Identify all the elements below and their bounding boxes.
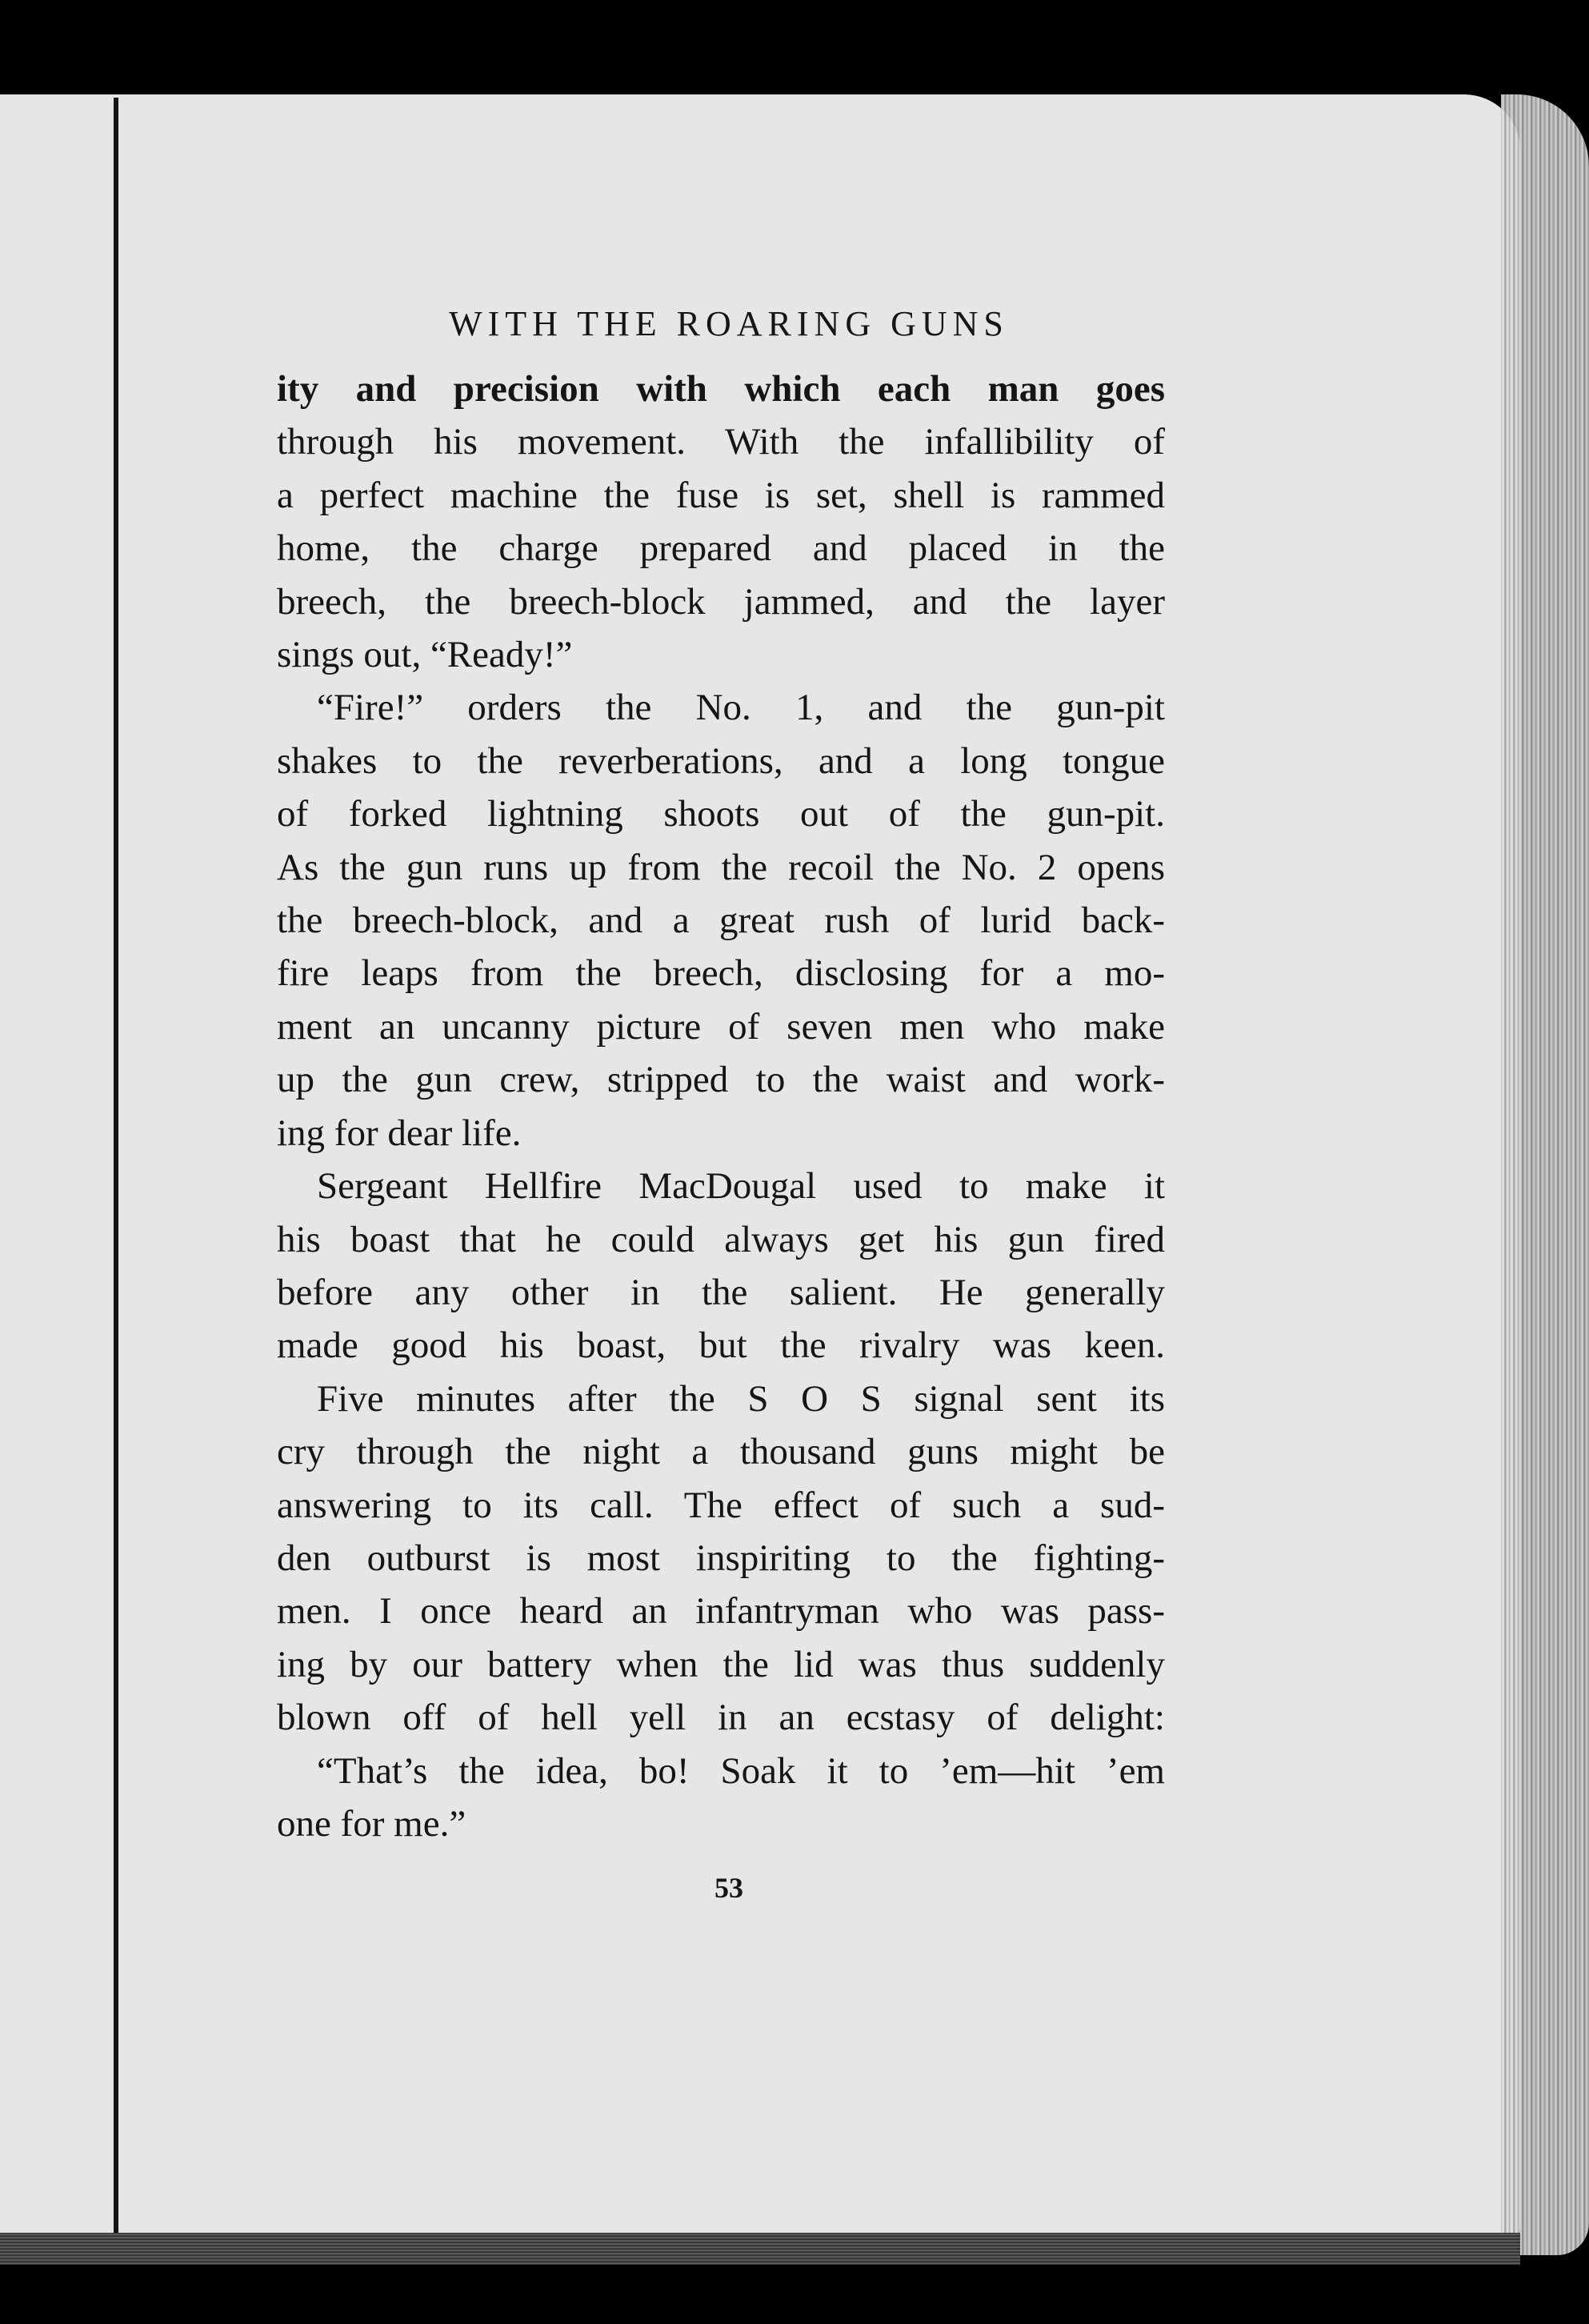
page-edges bbox=[1501, 94, 1589, 2255]
gutter-line bbox=[114, 98, 118, 2250]
bottom-page-edge bbox=[0, 2233, 1520, 2265]
running-head: WITH THE ROARING GUNS bbox=[449, 304, 1009, 343]
page-number: 53 bbox=[714, 1872, 743, 1905]
text-line: Sergeant Hellfire MacDougal used to make it bbox=[317, 1165, 1165, 1208]
text-line: before any other in the salient. He generally bbox=[277, 1271, 1165, 1313]
text-line: As the gun runs up from the recoil the No. 2 opens bbox=[277, 846, 1165, 888]
text-line: shakes to the reverberations, and a long tongue bbox=[277, 739, 1165, 782]
text-line: of forked lightning shoots out of the gun-pit. bbox=[277, 793, 1165, 835]
text-line: a perfect machine the fuse is set, shell is rammed bbox=[277, 474, 1165, 516]
text-line: his boast that he could always get his gun fired bbox=[277, 1218, 1165, 1260]
text-line: home, the charge prepared and placed in the bbox=[277, 527, 1165, 570]
text-line: ity and precision with which each man goes bbox=[277, 368, 1165, 410]
text-line: the breech-block, and a great rush of lurid back- bbox=[277, 900, 1165, 942]
text-line: “That’s the idea, bo! Soak it to ’em—hit ’em bbox=[317, 1749, 1165, 1792]
text-line: up the gun crew, stripped to the waist and work- bbox=[277, 1059, 1165, 1101]
text-line: through his movement. With the infallibility of bbox=[277, 421, 1165, 463]
text-line: sings out, “Ready!” bbox=[277, 634, 573, 676]
text-line: ing for dear life. bbox=[277, 1112, 522, 1154]
text-line: Five minutes after the S O S signal sent its bbox=[317, 1377, 1165, 1420]
text-line: den outburst is most inspiriting to the fighting- bbox=[277, 1537, 1165, 1579]
text-line: one for me.” bbox=[277, 1802, 466, 1845]
text-line: “Fire!” orders the No. 1, and the gun-pit bbox=[317, 687, 1165, 729]
text-line: ment an uncanny picture of seven men who make bbox=[277, 1005, 1165, 1048]
text-line: made good his boast, but the rivalry was keen. bbox=[277, 1324, 1165, 1367]
text-block bbox=[277, 300, 1165, 1908]
text-line: men. I once heard an infantryman who was pass- bbox=[277, 1590, 1165, 1633]
text-line: fire leaps from the breech, disclosing for a mo- bbox=[277, 952, 1165, 995]
text-line: cry through the night a thousand guns might be bbox=[277, 1431, 1165, 1473]
text-line: ing by our battery when the lid was thus suddenly bbox=[277, 1643, 1165, 1685]
text-line: answering to its call. The effect of such a sud- bbox=[277, 1484, 1165, 1526]
text-line: blown off of hell yell in an ecstasy of delight: bbox=[277, 1697, 1165, 1739]
text-line: breech, the breech-block jammed, and the layer bbox=[277, 580, 1165, 623]
